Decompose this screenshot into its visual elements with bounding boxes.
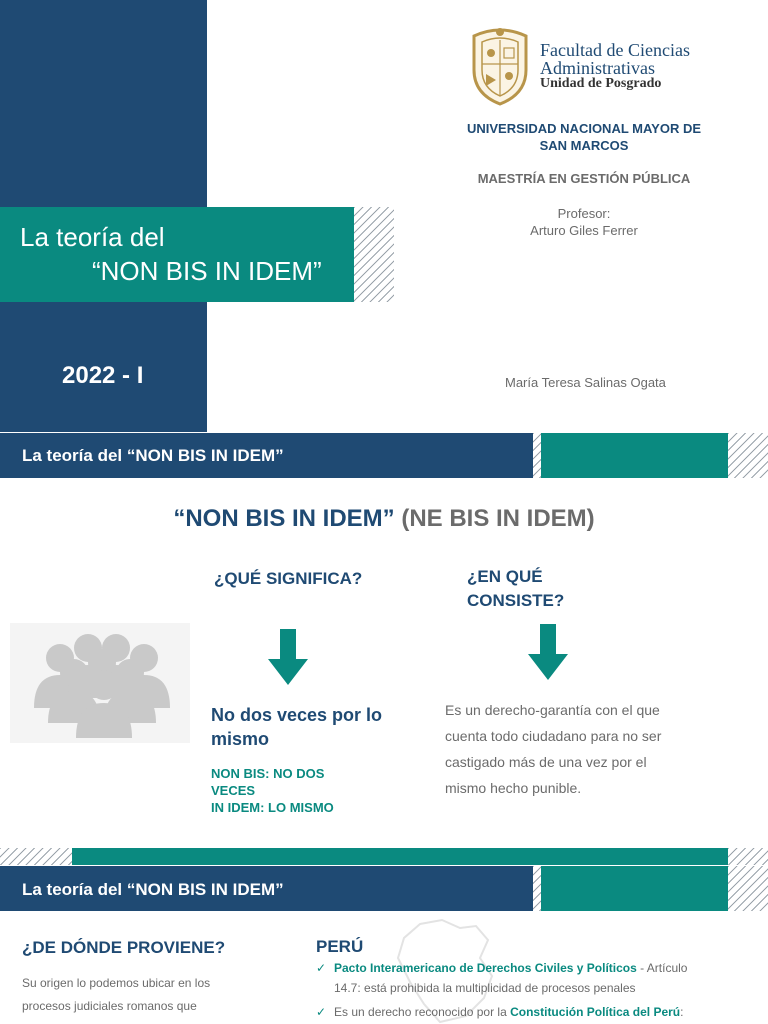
main-heading — [0, 505, 768, 533]
check-icon: ✓ — [316, 1005, 327, 1019]
slide-3 — [0, 866, 768, 1024]
heading-main: “NON BIS IN IDEM” — [173, 505, 395, 532]
logo-line-2: Administrativas — [540, 58, 655, 78]
title-line-1: La teoría del — [20, 222, 165, 252]
hatch-decoration — [533, 866, 541, 911]
consists-text: Es un derecho-garantía con el que cuenta todo ciudadano para no ser castigado más de una vez por el mismo hecho punible. — [445, 702, 662, 796]
period: 2022 - I — [62, 362, 144, 389]
title-line-2: “NON BIS IN IDEM” — [92, 256, 322, 286]
header-accent — [541, 866, 728, 911]
bullet2-strong: Constitución Política del Perú — [510, 1005, 681, 1019]
hatch-decoration — [354, 207, 394, 302]
university-name: UNIVERSIDAD NACIONAL MAYOR DE SAN MARCOS — [466, 121, 702, 153]
footer-accent — [72, 848, 728, 865]
check-icon: ✓ — [316, 961, 327, 975]
slide-2 — [0, 433, 768, 847]
bullet1-text: - Artículo 14.7: está prohibida la multiplicidad de procesos penales — [334, 961, 688, 995]
nonbis-line-1: NON BIS: NO DOS VECES — [211, 766, 325, 798]
bullet2-end: : — [680, 1005, 684, 1019]
header-accent — [541, 433, 728, 478]
hatch-decoration — [728, 848, 768, 865]
question-origin: ¿DE DÓNDE PROVIENE? — [22, 938, 226, 957]
origin-text: Su origen lo podemos ubicar en los procesos judiciales romanos que — [22, 976, 211, 1013]
people-group-icon — [10, 623, 190, 743]
professor-label: Profesor: — [557, 206, 611, 221]
meaning-text: No dos veces por lo mismo — [211, 705, 383, 749]
hatch-decoration — [0, 848, 72, 865]
bullet1-strong: Pacto Interamericano de Derechos Civiles y Políticos — [334, 961, 637, 975]
logo-line-1: Facultad de Ciencias — [540, 40, 690, 60]
professor-name: Arturo Giles Ferrer — [530, 223, 638, 238]
nonbis-line-2: IN IDEM: LO MISMO — [211, 800, 334, 815]
hatch-decoration — [728, 866, 768, 911]
peru-title: PERÚ — [316, 937, 364, 956]
author-name: María Teresa Salinas Ogata — [505, 375, 666, 390]
question-consists: ¿EN QUÉ CONSISTE? — [467, 567, 565, 610]
logo-line-3: Unidad de Posgrado — [540, 76, 662, 91]
bullet2-text: Es un derecho reconocido por la — [334, 1005, 511, 1019]
program-name: MAESTRÍA EN GESTIÓN PÚBLICA — [477, 171, 691, 186]
slide-header-title: La teoría del “NON BIS IN IDEM” — [22, 880, 284, 899]
heading-alt: (NE BIS IN IDEM) — [401, 505, 595, 532]
question-meaning: ¿QUÉ SIGNIFICA? — [214, 569, 363, 588]
arrow-down-icon — [528, 624, 568, 680]
crest-icon — [466, 24, 534, 108]
slide-header-title: La teoría del “NON BIS IN IDEM” — [22, 446, 284, 465]
arrow-down-icon — [268, 629, 308, 685]
hatch-decoration — [533, 433, 541, 478]
list-item — [316, 958, 696, 998]
slide-1 — [0, 0, 768, 432]
hatch-decoration — [728, 433, 768, 478]
list-item — [316, 1002, 696, 1022]
